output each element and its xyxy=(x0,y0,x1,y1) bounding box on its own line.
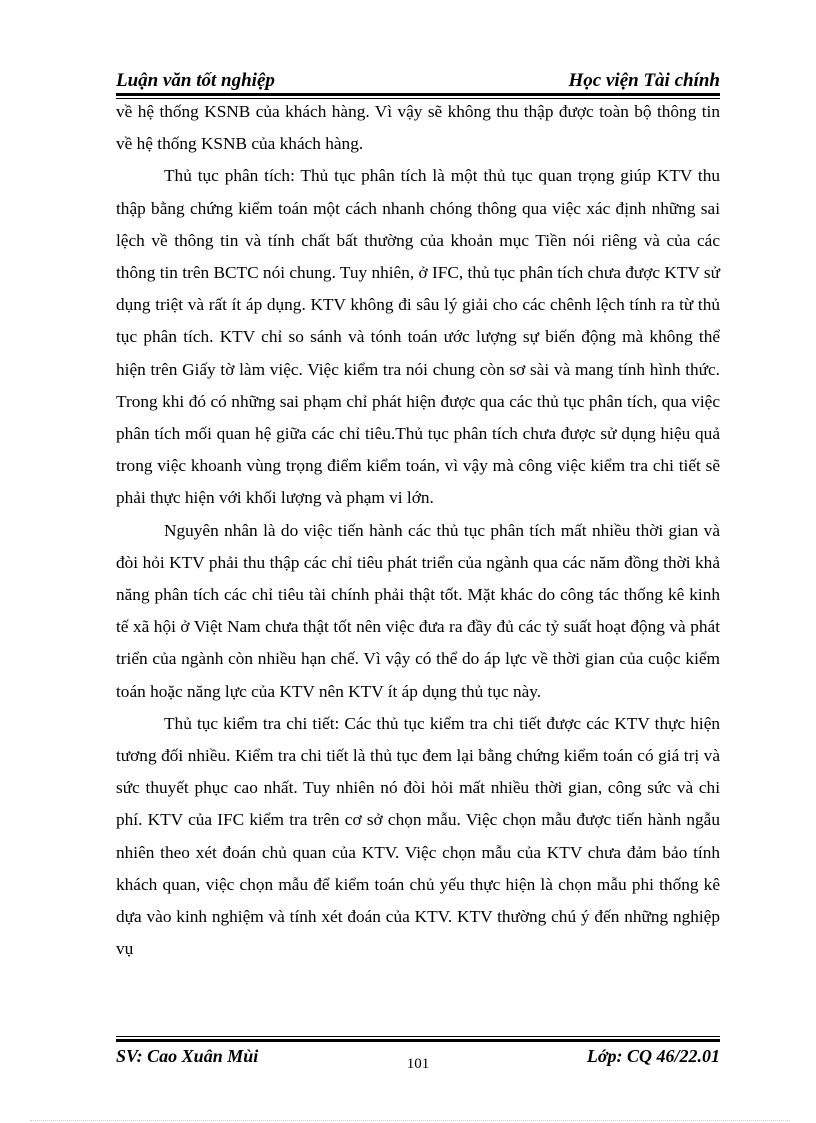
page-bottom-dotted-border xyxy=(30,1120,790,1121)
header-thesis-label: Luận văn tốt nghiệp xyxy=(116,70,275,91)
header-institution-label: Học viện Tài chính xyxy=(568,70,720,91)
paragraph-causes: Nguyên nhân là do việc tiến hành các thủ tục phân tích mất nhiều thời gian và đòi hỏi KTV phải thu thập các chỉ tiêu phát triển của ngành qua các năm đồng thời khả năng phân tích các chỉ tiêu tài chính phải thật tốt. Mặt khác do công tác thống kê kinh tế xã hội ở Việt Nam chưa thật tốt nên việc đưa ra đầy đủ các tỷ suất hoạt động và phát triển của ngành còn nhiều hạn chế. Vì vậy có thể do áp lực về thời gian của cuộc kiểm toán hoặc năng lực của KTV nên KTV ít áp dụng thủ tục này. xyxy=(116,520,720,701)
page-number: 101 xyxy=(406,1056,430,1072)
paragraph-detail-tests: Thủ tục kiểm tra chi tiết: Các thủ tục kiểm tra chi tiết được các KTV thực hiện tương đối nhiều. Kiểm tra chi tiết là thủ tục đem lại bằng chứng kiểm toán có giá trị và sức thuyết phục cao nhất. Tuy nhiên nó đòi hỏi mất nhiều thời gian, công sức và chi phí. KTV của IFC kiểm tra trên cơ sở chọn mẫu. Việc chọn mẫu được tiến hành ngẫu nhiên theo xét đoán chủ quan của KTV. Việc chọn mẫu của KTV chưa đảm bảo tính khách quan, việc chọn mẫu để kiểm toán chủ yếu thực hiện là chọn mẫu phi thống kê dựa vào kinh nghiệm và tính xét đoán của KTV. KTV thường chú ý đến những nghiệp vụ xyxy=(116,713,720,959)
footer-rule-thin xyxy=(116,1036,720,1037)
footer-class-label: Lớp: CQ 46/22.01 xyxy=(586,1046,720,1066)
paragraph-continued: về hệ thống KSNB của khách hàng. Vì vậy sẽ không thu thập được toàn bộ thông tin về hệ thống KSNB của khách hàng. xyxy=(116,102,720,154)
body-text xyxy=(116,96,720,965)
page-header xyxy=(116,70,720,92)
footer-student-name: SV: Cao Xuân Mùi xyxy=(116,1046,259,1066)
paragraph-analytical-procedures: Thủ tục phân tích: Thủ tục phân tích là một thủ tục quan trọng giúp KTV thu thập bằng chứng kiểm toán một cách nhanh chóng thông qua việc xác định những sai lệch về thông tin và tính chất bất thường của khoản mục Tiền nói riêng và của các thông tin trên BCTC nói chung. Tuy nhiên, ở IFC, thủ tục phân tích chưa được KTV sử dụng triệt và rất ít áp dụng. KTV không đi sâu lý giải cho các chênh lệch tính ra từ thủ tục phân tích. KTV chỉ so sánh và tónh toán ước lượng sự biến động mà không thể hiện trên Giấy tờ làm việc. Việc kiểm tra nói chung còn sơ sài và mang tính hình thức. Trong khi đó có những sai phạm chỉ phát hiện được qua các thủ tục phân tích, qua việc phân tích mối quan hệ giữa các chỉ tiêu.Thủ tục phân tích chưa được sử dụng hiệu quả trong việc khoanh vùng trọng điểm kiểm toán, vì vậy mà công việc kiểm tra chi tiết sẽ phải thực hiện với khối lượng và phạm vi lớn. xyxy=(116,166,720,508)
footer-rule-thick xyxy=(116,1039,720,1042)
